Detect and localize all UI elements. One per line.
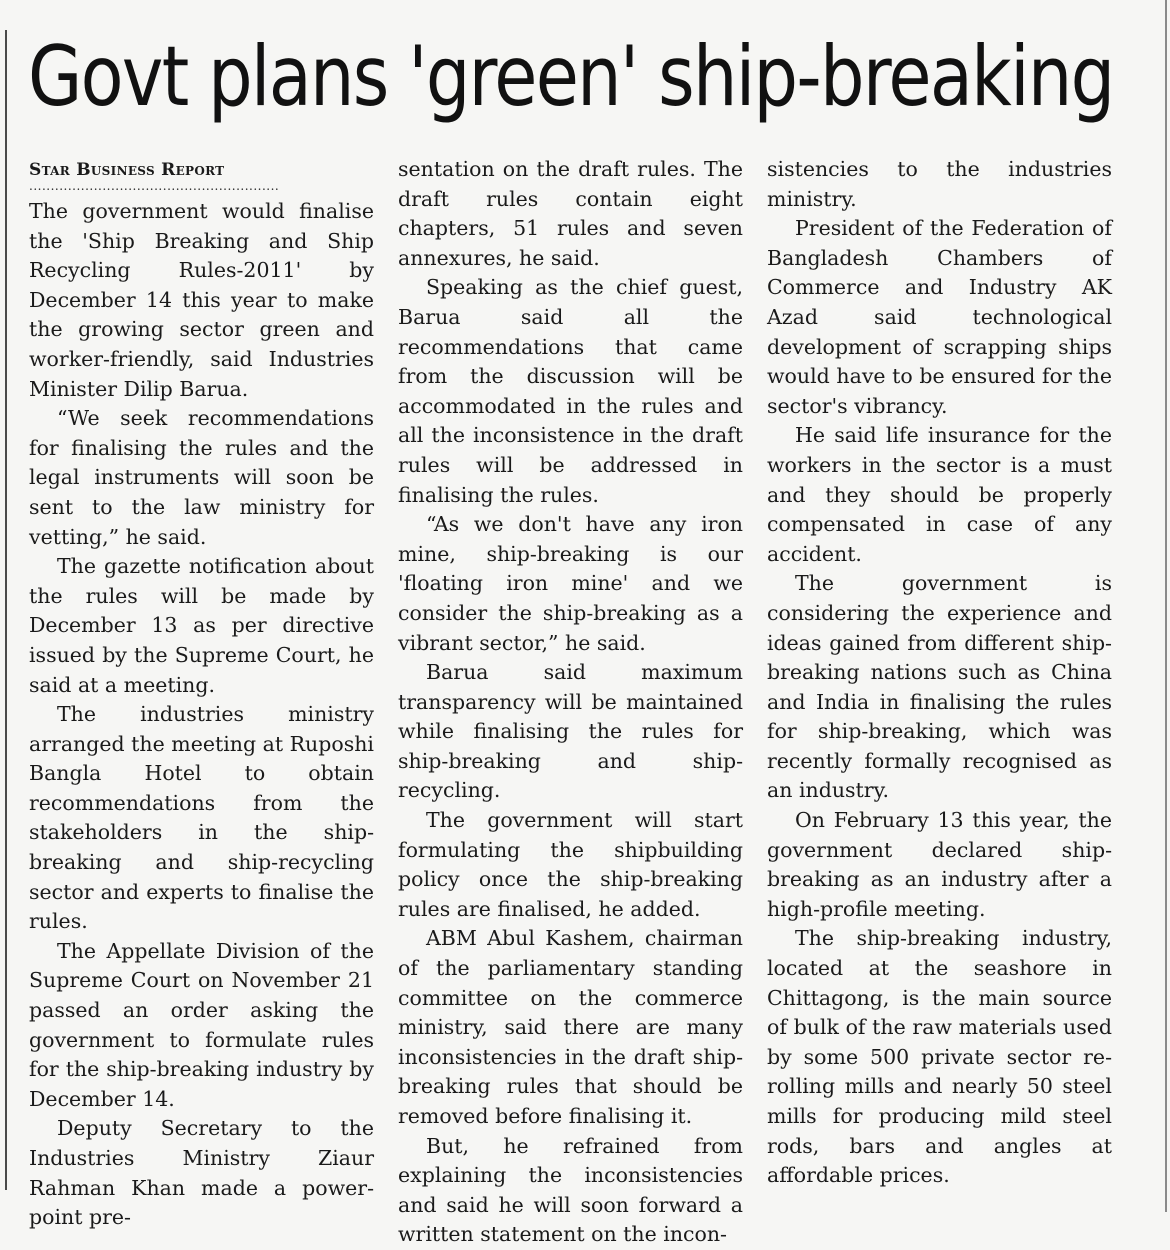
article-headline: Govt plans 'green' ship-breaking [28,28,1114,125]
paragraph: “As we don't have any iron mine, ship-breaking is our 'floating iron mine' and we consider the ship-breaking as a vibrant sector,” he said. [398,512,743,655]
paragraph: He said life insurance for the workers in the sector is a must and they should be properly compensated in case of any accident. [767,423,1112,566]
paragraph: Speaking as the chief guest, Barua said all the recommendations that came from the discussion will be accommodated in the rules and all the inconsistence in the draft rules will be addressed in finalising the rules. [398,275,743,507]
paragraph: The gazette notification about the rules will be made by December 13 as per directive issued by the Supreme Court, he said at a meeting. [29,554,374,697]
paragraph: ABM Abul Kashem, chairman of the parliamentary standing committee on the commerce ministry, said there are many inconsistencies in the draft ship-breaking rules that should be removed before finalising it. [398,926,743,1128]
paragraph: Barua said maximum transparency will be maintained while finalising the rules for ship-breaking and ship-recycling. [398,660,743,803]
paragraph: The ship-breaking industry, located at the seashore in Chittagong, is the main source of bulk of the raw materials used by some 500 private sector re-rolling mills and nearly 50 steel mills for producing mild steel rods, bars and angles at affordable prices. [767,926,1112,1188]
paragraph: The government would finalise the 'Ship Breaking and Ship Recycling Rules-2011' by December 14 this year to make the growing sector green and worker-friendly, said Industries Minister Dilip Barua. [29,199,374,401]
paragraph: The government is considering the experience and ideas gained from different ship-breaking nations such as China and India in finalising the rules for ship-breaking, which was recently formally recognised as an industry. [767,571,1112,803]
paragraph: The Appellate Division of the Supreme Court on November 21 passed an order asking the government to formulate rules for the ship-breaking industry by December 14. [29,938,374,1111]
article-column-1 [29,155,374,1233]
byline-dotted-rule: .......................................................... [29,179,280,193]
paragraph: But, he refrained from explaining the inconsistencies and said he will soon forward a written statement on the incon- [398,1133,743,1247]
paragraph: On February 13 this year, the government declared ship-breaking as an industry after a high-profile meeting. [767,808,1112,921]
paragraph: Deputy Secretary to the Industries Ministry Ziaur Rahman Khan made a power-point pre- [29,1116,374,1230]
paragraph: The government will start formulating the shipbuilding policy once the ship-breaking rules are finalised, he added. [398,808,743,921]
article-column-2 [398,155,743,1250]
paragraph: “We seek recommendations for finalising the rules and the legal instruments will soon be sent to the law ministry for vetting,” he said. [29,406,374,549]
page-edge-rule-right [1165,0,1167,1212]
page-edge-rule [5,30,7,1190]
paragraph: President of the Federation of Bangladesh Chambers of Commerce and Industry AK Azad said technological development of scrapping ships would have to be ensured for the sector's vibrancy. [767,216,1112,418]
paragraph: The industries ministry arranged the meeting at Ruposhi Bangla Hotel to obtain recommendations from the stakeholders in the ship-breaking and ship-recycling sector and experts to finalise the rules. [29,702,374,934]
paragraph: sentation on the draft rules. The draft rules contain eight chapters, 51 rules and seven annexures, he said. [398,157,743,270]
article-byline: Star Business Report [29,160,225,180]
paragraph: sistencies to the industries ministry. [767,157,1112,211]
article-column-3 [767,155,1112,1191]
